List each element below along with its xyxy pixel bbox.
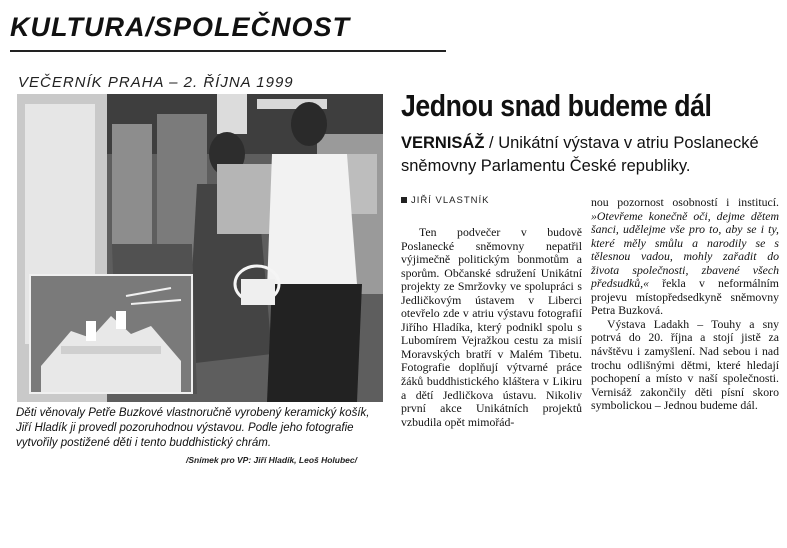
section-title: KULTURA/SPOLEČNOST [10, 12, 350, 42]
masthead-date: VEČERNÍK PRAHA – 2. ŘÍJNA 1999 [18, 74, 294, 91]
article-headline: Jednou snad budeme dál [401, 88, 712, 123]
column-2-paragraph-2: Výstava Ladakh – Touhy a sny potrvá do 20. října a stojí jistě za návštěvu i zamyšlení. Nad sebou i nad trochu odlišnými dětmi, které hledají pochopení a místo v naší společnosti. Vernisáž zakončily děti písní skoro symbolickou – Jednou budeme dál. [591, 316, 779, 413]
column-2-paragraph-1 [591, 196, 779, 318]
column-2-lead: nou pozornost osobností i institucí. [591, 195, 779, 209]
article-column-2 [591, 196, 779, 413]
speech-quote: »Otevřeme konečně oči, dejme dětem šanci, udělejme vše pro to, aby se i ty, které měly smůlu a narodily se s tělesnou vadou, mohly zařadit do života společnosti, zbavené všech předsudků,« [591, 208, 779, 291]
column-2-attribution: řekla v neformálním projevu místopředsedkyně sněmovny Petra Buzková. [591, 276, 779, 318]
deck-text: / Unikátní výstava v atriu Poslanecké sněmovny Parlamentu České republiky. [401, 134, 759, 175]
article-byline [401, 195, 489, 206]
byline-bullet [401, 197, 407, 203]
article-photo [17, 94, 383, 402]
temple-photo-inset [29, 274, 193, 394]
deck-kicker: VERNISÁŽ [401, 134, 485, 152]
byline-author: JIŘÍ VLASTNÍK [411, 195, 490, 206]
temple-illustration [31, 276, 191, 392]
section-rule [10, 50, 446, 52]
photo-caption: Děti věnovaly Petře Buzkové vlastnoručně vyrobený keramický košík, Jiří Hladík ji provedl pozoruhodnou výstavou. Podle jeho fotografie vytvořily postižené děti i tento buddhistický chrám. [16, 407, 370, 449]
article-deck [401, 132, 771, 178]
photo-credit: /Snímek pro VP: Jiří Hladík, Leoš Holubec/ [186, 455, 357, 465]
article-column-1: Ten podvečer v budově Poslanecké sněmovny nepatřil výjimečně politickým bonmotům a sporům. Občanské sdružení Unikátní projekty ze Smržovky ve spolupráci s Jedličkovým ústavem v Liberci otevřelo zde v atriu výstavu fotografií Jiřího Hladíka, který podnikl spolu s Lubomírem Vejražkou cestu za misií Moravských bratří v Malém Tibetu. Fotografie doplňují výtvarné práce žáků buddhistického kláštera v Likiru a dětí Jedličkova ústavu. Nikoliv první akce Unikátních projektů vzbudila opět mimořád- [401, 225, 582, 429]
